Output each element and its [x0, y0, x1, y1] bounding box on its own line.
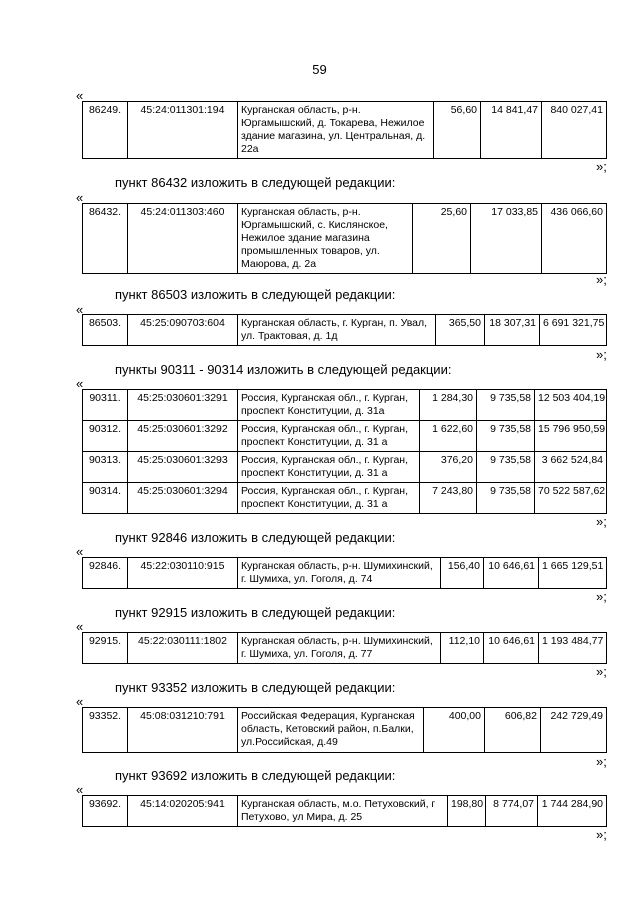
value: 6 691 321,75	[540, 315, 607, 346]
table-row	[83, 204, 607, 274]
open-quote: «	[76, 619, 84, 634]
close-quote: »;	[596, 754, 607, 769]
table-row	[83, 483, 607, 514]
rate: 8 774,07	[486, 796, 538, 827]
area: 1 622,60	[420, 421, 477, 452]
table-block-93692	[82, 795, 607, 827]
cadastral-number: 45:25:030601:3292	[128, 421, 238, 452]
cadastral-number: 45:25:090703:604	[128, 315, 238, 346]
table-row	[83, 421, 607, 452]
rate: 9 735,58	[477, 483, 535, 514]
section-intro: пункт 92915 изложить в следующей редакции:	[115, 605, 396, 620]
open-quote: «	[76, 190, 84, 205]
cadastral-number: 45:08:031210:791	[128, 708, 238, 753]
open-quote: «	[76, 88, 84, 103]
table-row	[83, 315, 607, 346]
cadastral-number: 45:25:030601:3294	[128, 483, 238, 514]
table-row	[83, 390, 607, 421]
rate: 18 307,31	[485, 315, 540, 346]
rate: 10 646,61	[484, 633, 539, 664]
row-number: 92915.	[83, 633, 128, 664]
address: Россия, Курганская обл., г. Курган, проспект Конституции, д. 31 а	[238, 421, 420, 452]
close-quote: »;	[596, 272, 607, 287]
area: 198,80	[448, 796, 486, 827]
open-quote: «	[76, 694, 84, 709]
close-quote: »;	[596, 664, 607, 679]
address: Россия, Курганская обл., г. Курган, проспект Конституции, д. 31а	[238, 390, 420, 421]
row-number: 90313.	[83, 452, 128, 483]
value: 3 662 524,84	[535, 452, 607, 483]
value: 1 193 484,77	[539, 633, 607, 664]
cadastral-number: 45:25:030601:3291	[128, 390, 238, 421]
row-number: 86249.	[83, 102, 128, 159]
cadastral-number: 45:14:020205:941	[128, 796, 238, 827]
value: 436 066,60	[542, 204, 607, 274]
value: 70 522 587,62	[535, 483, 607, 514]
rate: 9 735,58	[477, 390, 535, 421]
table-block-92915	[82, 632, 607, 664]
cadastral-number: 45:24:011301:194	[128, 102, 238, 159]
value: 840 027,41	[542, 102, 607, 159]
row-number: 93352.	[83, 708, 128, 753]
section-intro: пункт 92846 изложить в следующей редакции:	[115, 530, 396, 545]
address: Россия, Курганская обл., г. Курган, проспект Конституции, д. 31 а	[238, 483, 420, 514]
close-quote: »;	[596, 827, 607, 842]
close-quote: »;	[596, 514, 607, 529]
value: 1 665 129,51	[539, 558, 607, 589]
rate: 17 033,85	[471, 204, 542, 274]
row-number: 90311.	[83, 390, 128, 421]
area: 376,20	[420, 452, 477, 483]
table-block-92846	[82, 557, 607, 589]
address: Курганская область, р-н. Юргамышский, д. Токарева, Нежилое здание магазина, ул. Центральная, д. 22а	[238, 102, 434, 159]
area: 56,60	[434, 102, 481, 159]
table-row	[83, 102, 607, 159]
row-number: 90312.	[83, 421, 128, 452]
table-block-90311-90314	[82, 389, 607, 514]
area: 112,10	[441, 633, 484, 664]
open-quote: «	[76, 376, 84, 391]
table-row	[83, 452, 607, 483]
cadastral-number: 45:22:030110:915	[128, 558, 238, 589]
close-quote: »;	[596, 347, 607, 362]
section-intro: пункт 93352 изложить в следующей редакции:	[115, 680, 396, 695]
open-quote: «	[76, 782, 84, 797]
value: 242 729,49	[541, 708, 607, 753]
cadastral-number: 45:24:011303:460	[128, 204, 238, 274]
area: 1 284,30	[420, 390, 477, 421]
section-intro: пункт 86432 изложить в следующей редакции:	[115, 175, 396, 190]
value: 15 796 950,59	[535, 421, 607, 452]
table-row	[83, 633, 607, 664]
page-number: 59	[312, 62, 327, 77]
cadastral-number: 45:25:030601:3293	[128, 452, 238, 483]
address: Российская Федерация, Курганская область, Кетовский район, п.Балки, ул.Российская, д.49	[238, 708, 424, 753]
table-row	[83, 708, 607, 753]
rate: 14 841,47	[481, 102, 542, 159]
close-quote: »;	[596, 159, 607, 174]
area: 156,40	[441, 558, 484, 589]
cadastral-number: 45:22:030111:1802	[128, 633, 238, 664]
section-intro: пункт 93692 изложить в следующей редакции:	[115, 768, 396, 783]
area: 25,60	[413, 204, 471, 274]
address: Курганская область, г. Курган, п. Увал, ул. Трактовая, д. 1д	[238, 315, 436, 346]
address: Курганская область, р-н. Шумихинский, г. Шумиха, ул. Гоголя, д. 77	[238, 633, 441, 664]
table-block-86432	[82, 203, 607, 274]
address: Россия, Курганская обл., г. Курган, проспект Конституции, д. 31 а	[238, 452, 420, 483]
value: 12 503 404,19	[535, 390, 607, 421]
open-quote: «	[76, 302, 84, 317]
value: 1 744 284,90	[538, 796, 607, 827]
row-number: 86503.	[83, 315, 128, 346]
table-block-86503	[82, 314, 607, 346]
rate: 9 735,58	[477, 421, 535, 452]
row-number: 86432.	[83, 204, 128, 274]
table-row	[83, 558, 607, 589]
row-number: 90314.	[83, 483, 128, 514]
rate: 606,82	[485, 708, 541, 753]
address: Курганская область, р-н. Шумихинский, г. Шумиха, ул. Гоголя, д. 74	[238, 558, 441, 589]
section-intro: пункты 90311 - 90314 изложить в следующей редакции:	[115, 362, 452, 377]
address: Курганская область, р-н. Юргамышский, с. Кислянское, Нежилое здание магазина промышленных товаров, ул. Маюрова, д. 2а	[238, 204, 413, 274]
area: 400,00	[424, 708, 485, 753]
area: 365,50	[436, 315, 485, 346]
table-block-86249	[82, 101, 607, 159]
close-quote: »;	[596, 589, 607, 604]
row-number: 93692.	[83, 796, 128, 827]
section-intro: пункт 86503 изложить в следующей редакции:	[115, 287, 396, 302]
open-quote: «	[76, 544, 84, 559]
row-number: 92846.	[83, 558, 128, 589]
table-row	[83, 796, 607, 827]
rate: 9 735,58	[477, 452, 535, 483]
area: 7 243,80	[420, 483, 477, 514]
rate: 10 646,61	[484, 558, 539, 589]
table-block-93352	[82, 707, 607, 753]
address: Курганская область, м.о. Петуховский, г Петухово, ул Мира, д. 25	[238, 796, 448, 827]
